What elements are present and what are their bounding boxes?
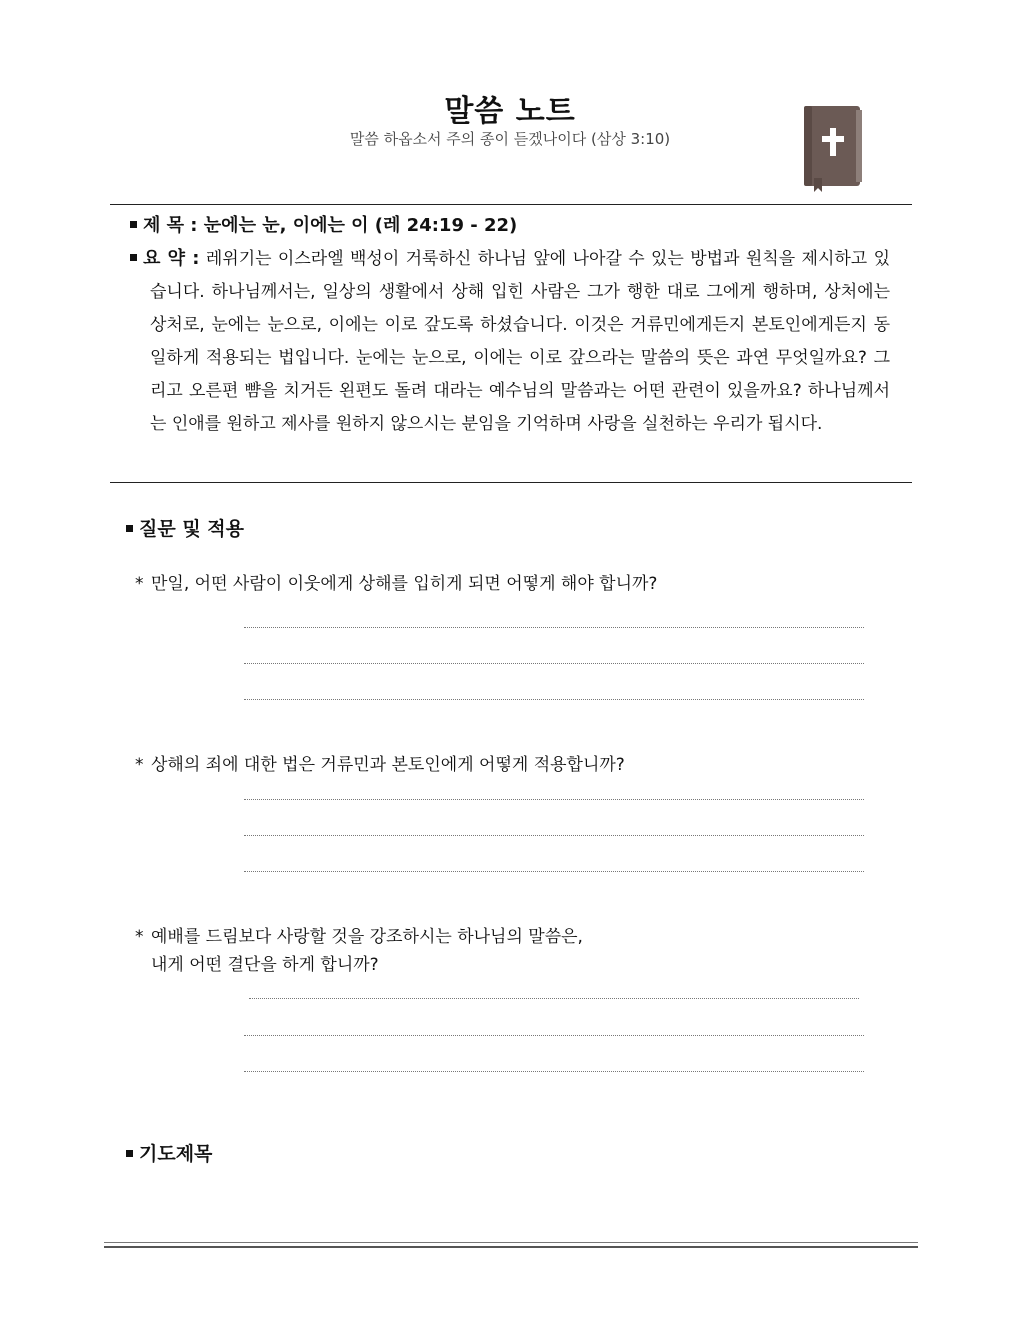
question-2-text: 상해의 죄에 대한 법은 거류민과 본토인에게 어떻게 적용합니까? xyxy=(151,755,625,775)
square-bullet-icon xyxy=(126,1150,133,1157)
question-1 xyxy=(135,570,895,598)
question-2 xyxy=(135,751,895,779)
footer-rule xyxy=(104,1242,918,1248)
answer-line[interactable] xyxy=(244,699,864,700)
asterisk-bullet: * xyxy=(135,927,144,947)
page-subtitle: 말씀 하옵소서 주의 종이 듣겠나이다 (삼상 3:10) xyxy=(349,130,671,148)
summary-box xyxy=(130,210,890,441)
question-3-text-line1: 예배를 드림보다 사랑할 것을 강조하시는 하나님의 말씀은, xyxy=(151,927,583,947)
bible-cross-icon xyxy=(800,104,866,192)
square-bullet-icon xyxy=(130,221,137,228)
answer-line[interactable] xyxy=(244,871,864,872)
title-value: 눈에는 눈, 이에는 이 (레 24:19 - 22) xyxy=(203,215,518,236)
summary-paragraph xyxy=(130,242,890,441)
summary-top-rule xyxy=(110,204,912,205)
answer-line[interactable] xyxy=(244,627,864,628)
answer-line[interactable] xyxy=(244,663,864,664)
question-3 xyxy=(135,923,895,979)
summary-text: 레위기는 이스라엘 백성이 거룩하신 하나님 앞에 나아갈 수 있는 방법과 원칙을 제시하고 있습니다. 하나님께서는, 일상의 생활에서 상해 입힌 사람은 그가 행한 대로 그에게 행하며, 상처에는 상처로, 눈에는 눈으로, 이에는 이로 갚도록 하셨습니다. 이것은 거류민에게든지 본토인에게든지 동일하게 적용되는 법입니다. 눈에는 눈으로, 이에는 이로 갚으라는 말씀의 뜻은 과연 무엇일까요? 그리고 오른편 뺨을 치거든 왼편도 돌려 대라는 예수님의 말씀과는 어떤 관련이 있을까요? 하나님께서는 인애를 원하고 제사를 원하지 않으시는 분임을 기억하며 사랑을 실천하는 우리가 됩시다. xyxy=(150,249,891,434)
answer-line[interactable] xyxy=(244,1035,864,1036)
square-bullet-icon xyxy=(130,254,137,261)
title-label: 제 목 : xyxy=(143,215,198,236)
sermon-title-line xyxy=(130,210,890,242)
answer-line[interactable] xyxy=(249,998,859,999)
answer-line[interactable] xyxy=(244,835,864,836)
question-3-text-line2: 내게 어떤 결단을 하게 합니까? xyxy=(151,955,379,975)
questions-heading-text: 질문 및 적용 xyxy=(139,518,244,540)
asterisk-bullet: * xyxy=(135,755,144,775)
summary-label: 요 약 : xyxy=(143,248,200,269)
summary-bottom-rule xyxy=(110,482,912,483)
square-bullet-icon xyxy=(126,525,133,532)
page-title: 말씀 노트 xyxy=(444,94,576,129)
questions-heading xyxy=(126,514,244,541)
prayer-heading xyxy=(126,1139,212,1166)
answer-line[interactable] xyxy=(244,1071,864,1072)
answer-line[interactable] xyxy=(244,799,864,800)
prayer-heading-text: 기도제목 xyxy=(139,1143,213,1165)
asterisk-bullet: * xyxy=(135,574,144,594)
question-1-text: 만일, 어떤 사람이 이웃에게 상해를 입히게 되면 어떻게 해야 합니까? xyxy=(151,574,658,594)
